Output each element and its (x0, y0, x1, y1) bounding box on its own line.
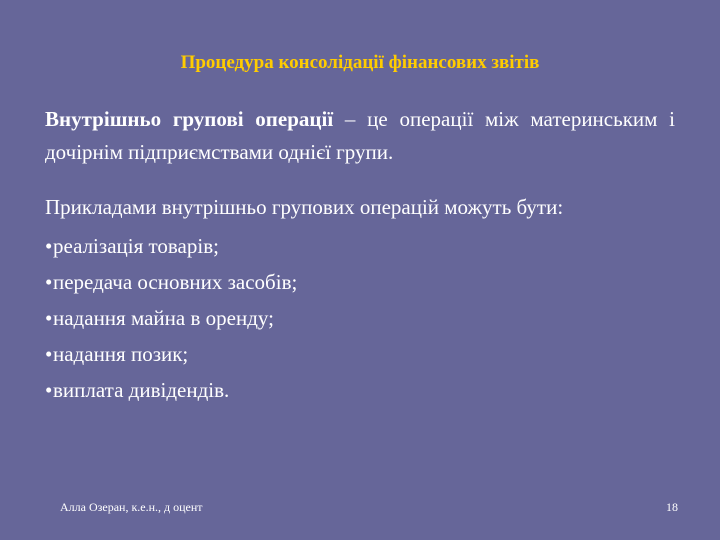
list-item-text: передача основних засобів; (53, 270, 298, 294)
list-item (45, 300, 675, 336)
definition-term: Внутрішньо групові операції (45, 107, 334, 131)
list-item-text: реалізація товарів; (53, 234, 219, 258)
list-item-text: надання позик; (53, 342, 189, 366)
definition-paragraph (45, 103, 675, 169)
footer-author: Алла Озеран, к.е.н., д оцент (60, 500, 203, 514)
list-item (45, 228, 675, 264)
slide-content (45, 103, 675, 408)
bullet-icon: • (45, 270, 53, 294)
bullet-icon: • (45, 306, 53, 330)
intro-paragraph: Прикладами внутрішньо групових операцій можуть бути: (45, 195, 564, 219)
bullet-icon: • (45, 378, 53, 402)
list-item (45, 372, 675, 408)
slide-title: Процедура консолідації фінансових звітів (180, 52, 540, 73)
bullet-icon: • (45, 234, 53, 258)
bullet-icon: • (45, 342, 53, 366)
list-item-text: надання майна в оренду; (53, 306, 274, 330)
page-number: 18 (666, 500, 678, 514)
definition-text: – це операції між материнським і дочірнім підприємствами однієї групи. (45, 107, 676, 164)
list-item (45, 336, 675, 372)
list-item (45, 264, 675, 300)
list-item-text: виплата дивідендів. (53, 378, 230, 402)
examples-list (45, 228, 675, 408)
